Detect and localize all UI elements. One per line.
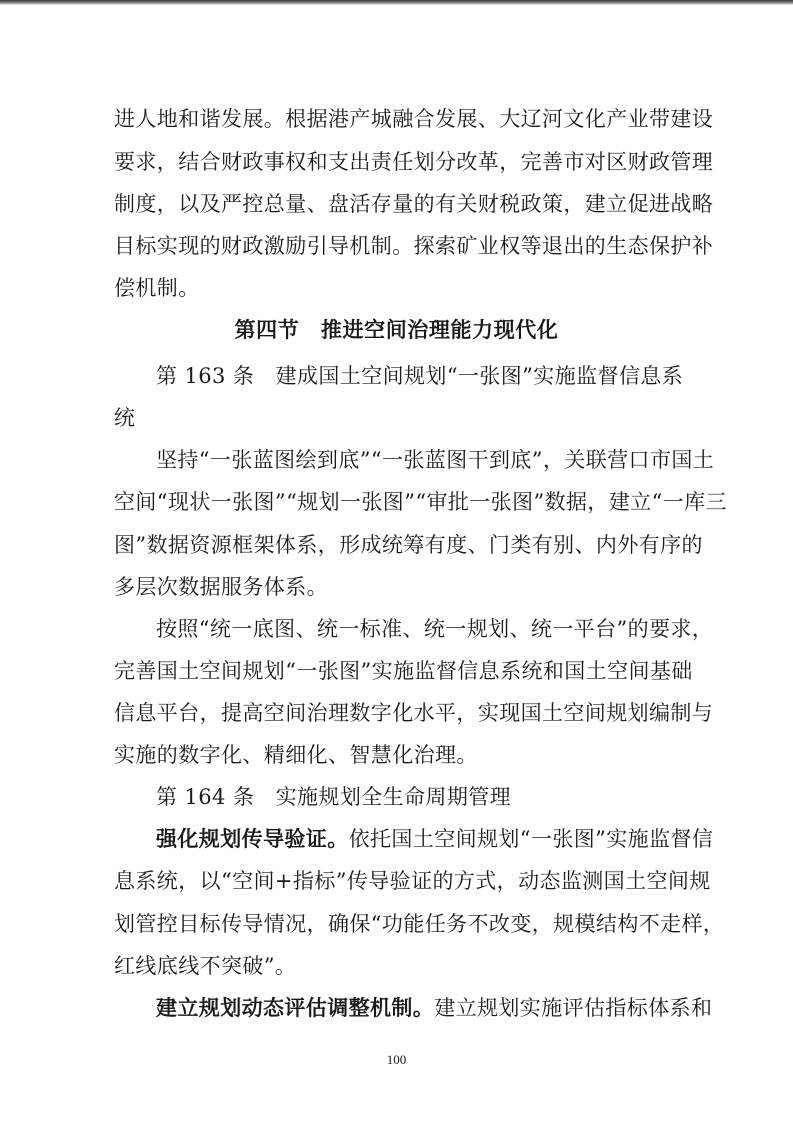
paragraph-line <box>156 993 712 1023</box>
body-text-line: 目标实现的财政激励引导机制。探索矿业权等退出的生态保护补 <box>114 234 714 258</box>
paragraph-line: 按照“统一底图、统一标准、统一规划、统一平台”的要求， <box>156 617 714 641</box>
paragraph-line: 完善国土空间规划“一张图”实施监督信息系统和国土空间基础 <box>114 659 693 683</box>
paragraph-line: 多层次数据服务体系。 <box>114 575 328 599</box>
paragraph-line: 实施的数字化、精细化、智慧化治理。 <box>114 743 478 767</box>
body-text-line: 进人地和谐发展。根据港产城融合发展、大辽河文化产业带建设 <box>114 107 714 131</box>
paragraph-line: 息系统，以“空间+指标”传导验证的方式，动态监测国土空间规 <box>114 869 711 893</box>
paragraph-text: 建立规划实施评估指标体系和 <box>434 996 713 1020</box>
paragraph-line <box>156 824 713 854</box>
paragraph-line: 图”数据资源框架体系，形成统筹有度、门类有别、内外有序的 <box>114 533 703 557</box>
paragraph-bold-lead: 强化规划传导验证。 <box>156 827 349 851</box>
paragraph-line: 划管控目标传导情况，确保“功能任务不改变，规模结构不走样， <box>114 912 725 936</box>
body-text-line: 偿机制。 <box>114 276 200 300</box>
body-text-line: 制度，以及严控总量、盘活存量的有关财税政策，建立促进战略 <box>114 192 714 216</box>
body-text-line: 要求，结合财政事权和支出责任划分改革，完善市对区财政管理 <box>114 150 714 174</box>
paragraph-text: 依托国土空间规划“一张图”实施监督信 <box>348 827 714 851</box>
article-title-continuation: 统 <box>114 406 136 430</box>
paragraph-bold-lead: 建立规划动态评估调整机制。 <box>156 996 435 1020</box>
article-title: 第 163 条 建成国土空间规划“一张图”实施监督信息系 <box>156 364 684 388</box>
article-title: 第 164 条 实施规划全生命周期管理 <box>156 785 512 809</box>
paragraph-line: 空间“现状一张图”“规划一张图”“审批一张图”数据，建立“一库三 <box>114 490 727 514</box>
paragraph-line: 信息平台，提高空间治理数字化水平，实现国土空间规划编制与 <box>114 701 714 725</box>
page-number: 100 <box>386 1052 407 1067</box>
paragraph-line: 坚持“一张蓝图绘到底”“一张蓝图干到底”，关联营口市国土 <box>156 448 715 472</box>
section-heading: 第四节 推进空间治理能力现代化 <box>234 318 559 342</box>
paragraph-line: 红线底线不突破”。 <box>114 954 297 978</box>
